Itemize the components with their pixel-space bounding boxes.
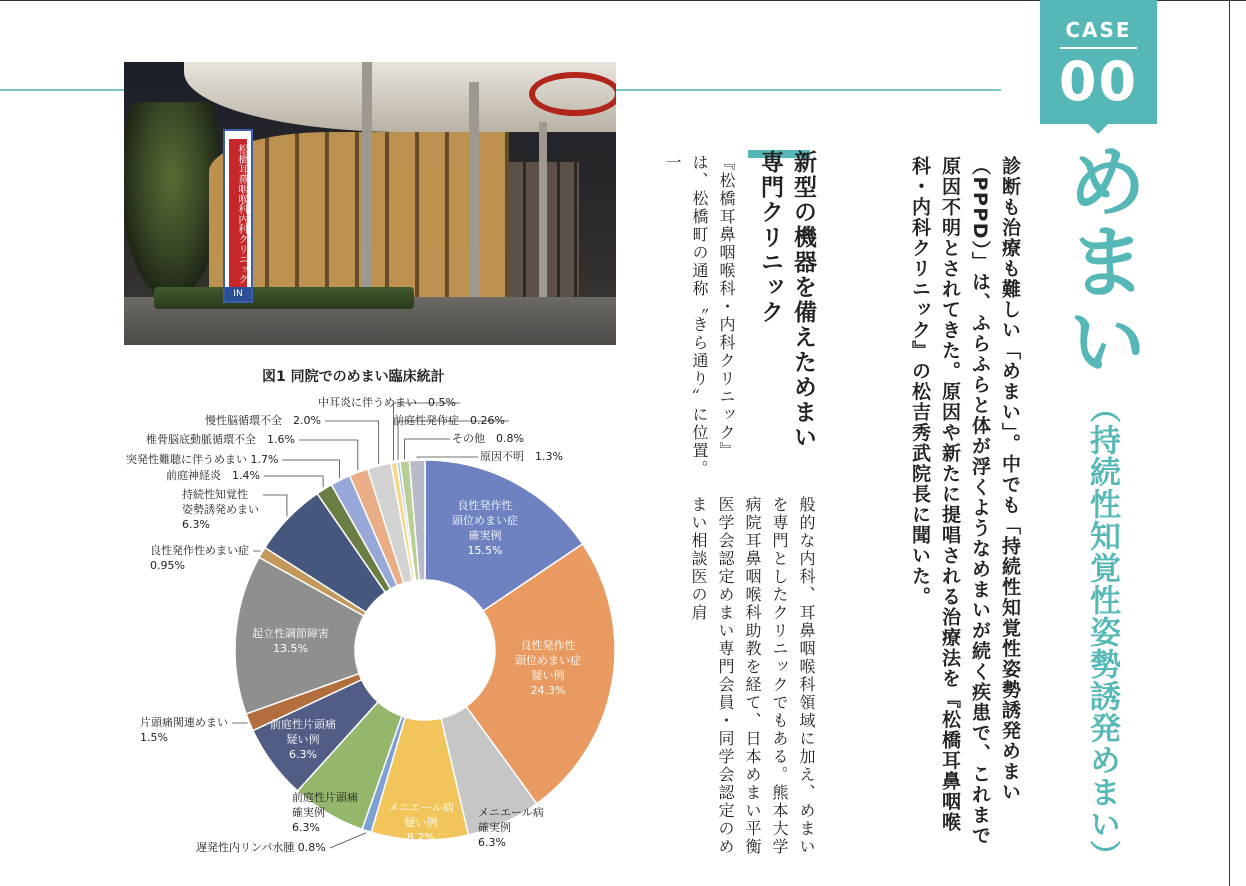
slice-label-5: 遅発性内リンパ水腫 0.8%: [196, 841, 326, 854]
body-paragraph-2: 般的な内科、耳鼻咽喉科領域に加え、めまいを専門としたクリニックでもある。熊本大学病院耳鼻咽喉科助教を経て、日本めまい平衡医学会認定めまい専門会員・同学会認定のめまい相談医の肩: [689, 496, 816, 856]
case-label: CASE: [1065, 18, 1132, 42]
slice-label-12: 前庭神経炎 1.4%: [166, 469, 260, 482]
slice-label-16: 中耳炎に伴うめまい 0.5%: [318, 396, 456, 409]
case-badge-notch: [1088, 124, 1108, 134]
slice-label-3: メニエール病 確実例 6.3%: [478, 806, 544, 849]
slice-label-9: 起立性調節障害 13.5%: [252, 627, 329, 655]
slice-label-6: 前庭性片頭痛 確実例 6.3%: [292, 791, 358, 834]
slice-label-10: 良性発作性めまい症 0.95%: [150, 544, 249, 572]
slice-label-7: 前庭性片頭痛 疑い例 6.3%: [270, 718, 336, 761]
leader-line-16: [394, 403, 460, 461]
leader-line-5: [330, 833, 366, 848]
body-paragraph-1: 『松橋耳鼻咽喉科・内科クリニック』は、松橋町の通称〝きら通り〟に位置。一: [663, 154, 736, 478]
slice-label-19: 原因不明 1.3%: [480, 450, 563, 463]
slice-label-2: 良性発作性 頭位めまい症 疑い例 24.3%: [515, 639, 581, 697]
leader-line-15: [325, 421, 379, 464]
signboard-text: 松橋耳鼻咽喉科内科クリニック: [229, 139, 247, 289]
slice-label-14: 椎骨脳底動脈循環不全 1.6%: [146, 433, 295, 446]
slice-label-17: 前庭性発作症 0.26%: [393, 414, 505, 427]
chart-title: 図1 同院でのめまい臨床統計: [262, 369, 445, 385]
slice-label-11: 持続性知覚性 姿勢誘発めまい 6.3%: [182, 488, 259, 531]
case-badge: [1040, 0, 1157, 124]
slice-label-8: 片頭痛関連めまい 1.5%: [140, 716, 228, 744]
case-divider: [1060, 47, 1137, 49]
leader-line-11: [263, 495, 287, 517]
leader-line-19: [417, 457, 478, 458]
slice-label-1: 良性発作性 頭位めまい症 確実例 15.5%: [452, 499, 518, 557]
lead-text: 診断も治療も難しい「めまい」。中でも「持続性知覚性姿勢誘発めまい（PPPD）」は、ふらふらと体が浮くようなめまいが続く疾患で、これまで原因不明とされてきた。原因や新たに提唱される治療法を『松橋耳鼻咽喉科・内科クリニック』の松吉秀武院長に聞いた。: [909, 156, 1021, 846]
section-heading: 新型の機器を備えためまい専門クリニック: [757, 150, 816, 450]
case-number: 00: [1058, 50, 1139, 113]
slice-label-13: 突発性難聴に伴うめまい 1.7%: [126, 453, 279, 466]
leader-line-12: [264, 476, 323, 487]
signboard-in: IN: [225, 287, 251, 301]
slice-label-4: メニエール病 疑い例 8.2%: [388, 801, 454, 844]
slice-label-15: 慢性脳循環不全 2.0%: [205, 414, 321, 427]
leader-line-13: [282, 460, 339, 478]
leader-line-18: [404, 439, 450, 459]
slice-label-18: その他 0.8%: [452, 432, 524, 445]
leader-line-14: [299, 440, 358, 470]
sub-title: （持続性知覚性姿勢誘発めまい）: [1084, 392, 1120, 872]
main-title: めまい: [1054, 140, 1147, 380]
